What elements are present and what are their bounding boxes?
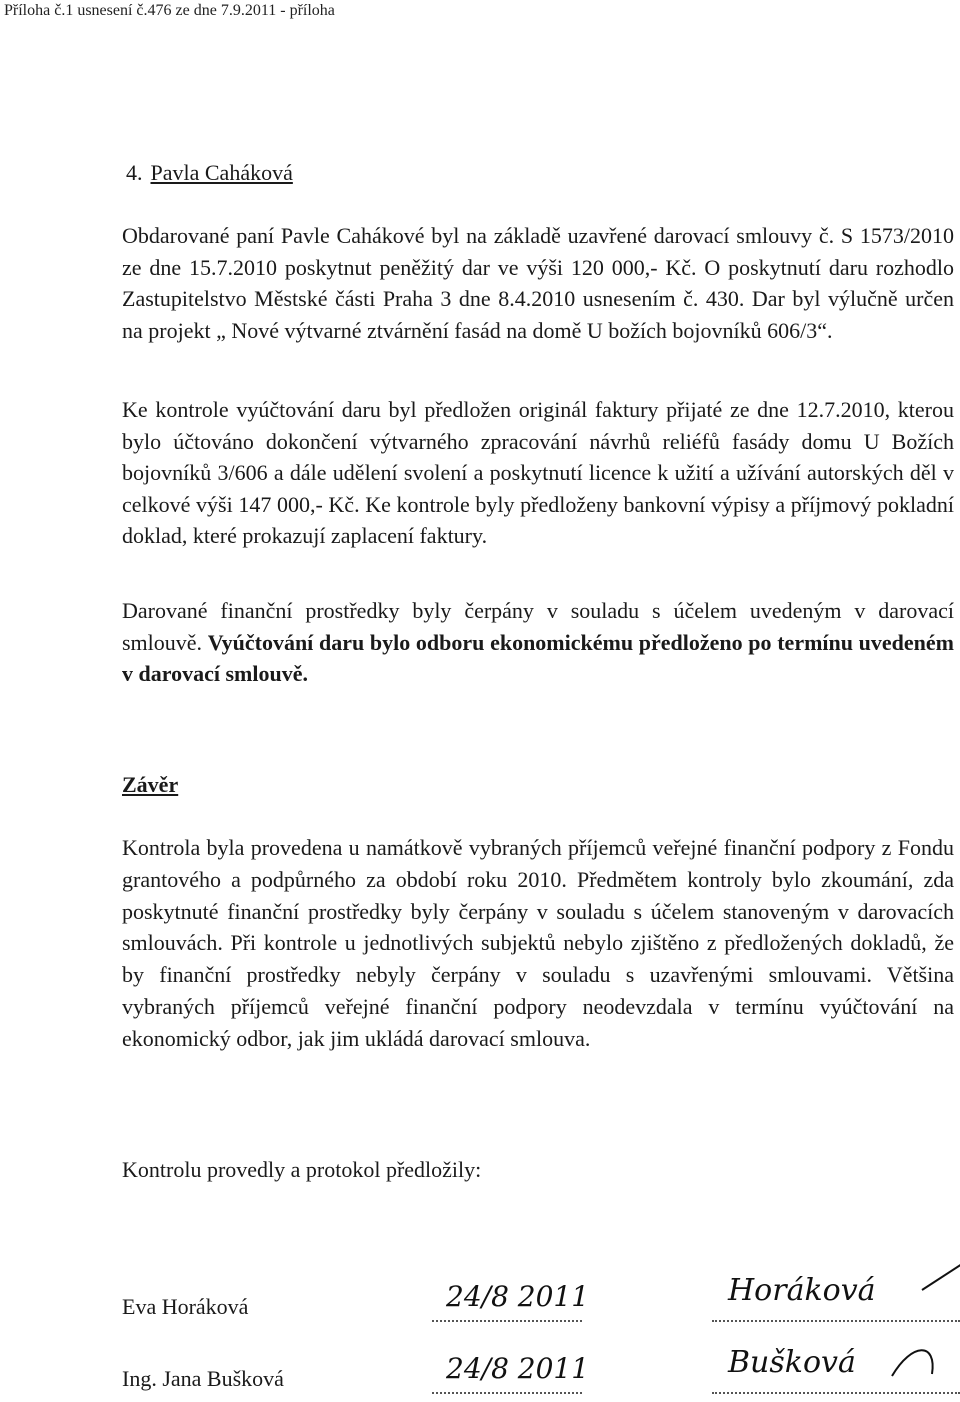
handwritten-signature-image xyxy=(712,1260,960,1320)
finding-paragraph xyxy=(122,595,954,690)
finding-bold-text: Vyúčtování daru bylo odboru ekonomickému předloženo po termínu uvedeném v darovací smlouvě. xyxy=(122,629,954,687)
signer-name: Eva Horáková xyxy=(122,1294,249,1319)
handwritten-date xyxy=(432,1270,590,1322)
handwritten-date-text: 24/8 2011 xyxy=(446,1280,590,1313)
section-recipient-name: Pavla Caháková xyxy=(150,160,293,185)
section-number: 4. xyxy=(126,160,143,185)
conclusion-heading: Závěr xyxy=(122,772,179,797)
gift-details-paragraph: Obdarované paní Pavle Cahákové byl na základě uzavřené darovací smlouvy č. S 1573/2010 ze dne 15.7.2010 poskytnut peněžitý dar ve výši 120 000,- Kč. O poskytnutí daru rozhodlo Zastupitelstvo Městské části Praha 3 dne 8.4.2010 usnesením č. 430. Dar byl výlučně určen na projekt „ Nové výtvarné ztvárnění fasád na domě U božích bojovníků 606/3“. xyxy=(122,223,954,343)
handwritten-date xyxy=(432,1342,590,1394)
signature-row xyxy=(122,1270,960,1330)
signature-text: Bušková xyxy=(728,1345,856,1380)
handwritten-date-text: 24/8 2011 xyxy=(446,1352,590,1385)
section-heading xyxy=(126,160,293,186)
signers-intro: Kontrolu provedly a protokol předložily: xyxy=(122,1157,482,1182)
handwritten-date-image xyxy=(432,1342,590,1392)
handwritten-signature xyxy=(712,1332,960,1394)
accounting-check-paragraph: Ke kontrole vyúčtování daru byl předložen originál faktury přijaté ze dne 12.7.2010, kterou bylo účtováno dokončení výtvarného zpracování návrhů reliéfů fasády domu U Božích bojovníků 3/606 a dále udělení svolení a poskytnutí licence k užití a užívání autorských děl v celkové výši 147 000,- Kč. Ke kontrole byly předloženy bankovní výpisy a příjmový pokladní doklad, které prokazují zaplacení faktury. xyxy=(122,397,954,549)
handwritten-date-image xyxy=(432,1270,590,1320)
signature-row xyxy=(122,1342,960,1402)
conclusion-paragraph: Kontrola byla provedena u namátkově vybraných příjemců veřejné finanční podpory z Fondu grantového a podpůrného za období roku 2010. Předmětem kontroly bylo zkoumání, zda poskytnuté finanční prostředky byly čerpány v souladu s účelem stanoveným v darovacích smlouvách. Při kontrole u jednotlivých subjektů nebylo zjištěno z předložených dokladů, že by finanční prostředky nebyly čerpány v souladu s uzavřenými smlouvami. Většina vybraných příjemců veřejné finanční podpory neodevzdala v termínu vyúčtování na ekonomický odbor, jak jim ukládá darovací smlouva. xyxy=(122,835,954,1051)
handwritten-signature xyxy=(712,1260,960,1322)
finding-text: Darované finanční prostředky byly čerpány v souladu s účelem uvedeným v darovací smlouvě. xyxy=(122,598,954,655)
attachment-header-note: Příloha č.1 usnesení č.476 ze dne 7.9.2011 - příloha xyxy=(4,2,335,19)
signature-text: Horáková xyxy=(728,1273,876,1308)
signer-name: Ing. Jana Bušková xyxy=(122,1366,284,1391)
handwritten-signature-image xyxy=(712,1332,960,1392)
